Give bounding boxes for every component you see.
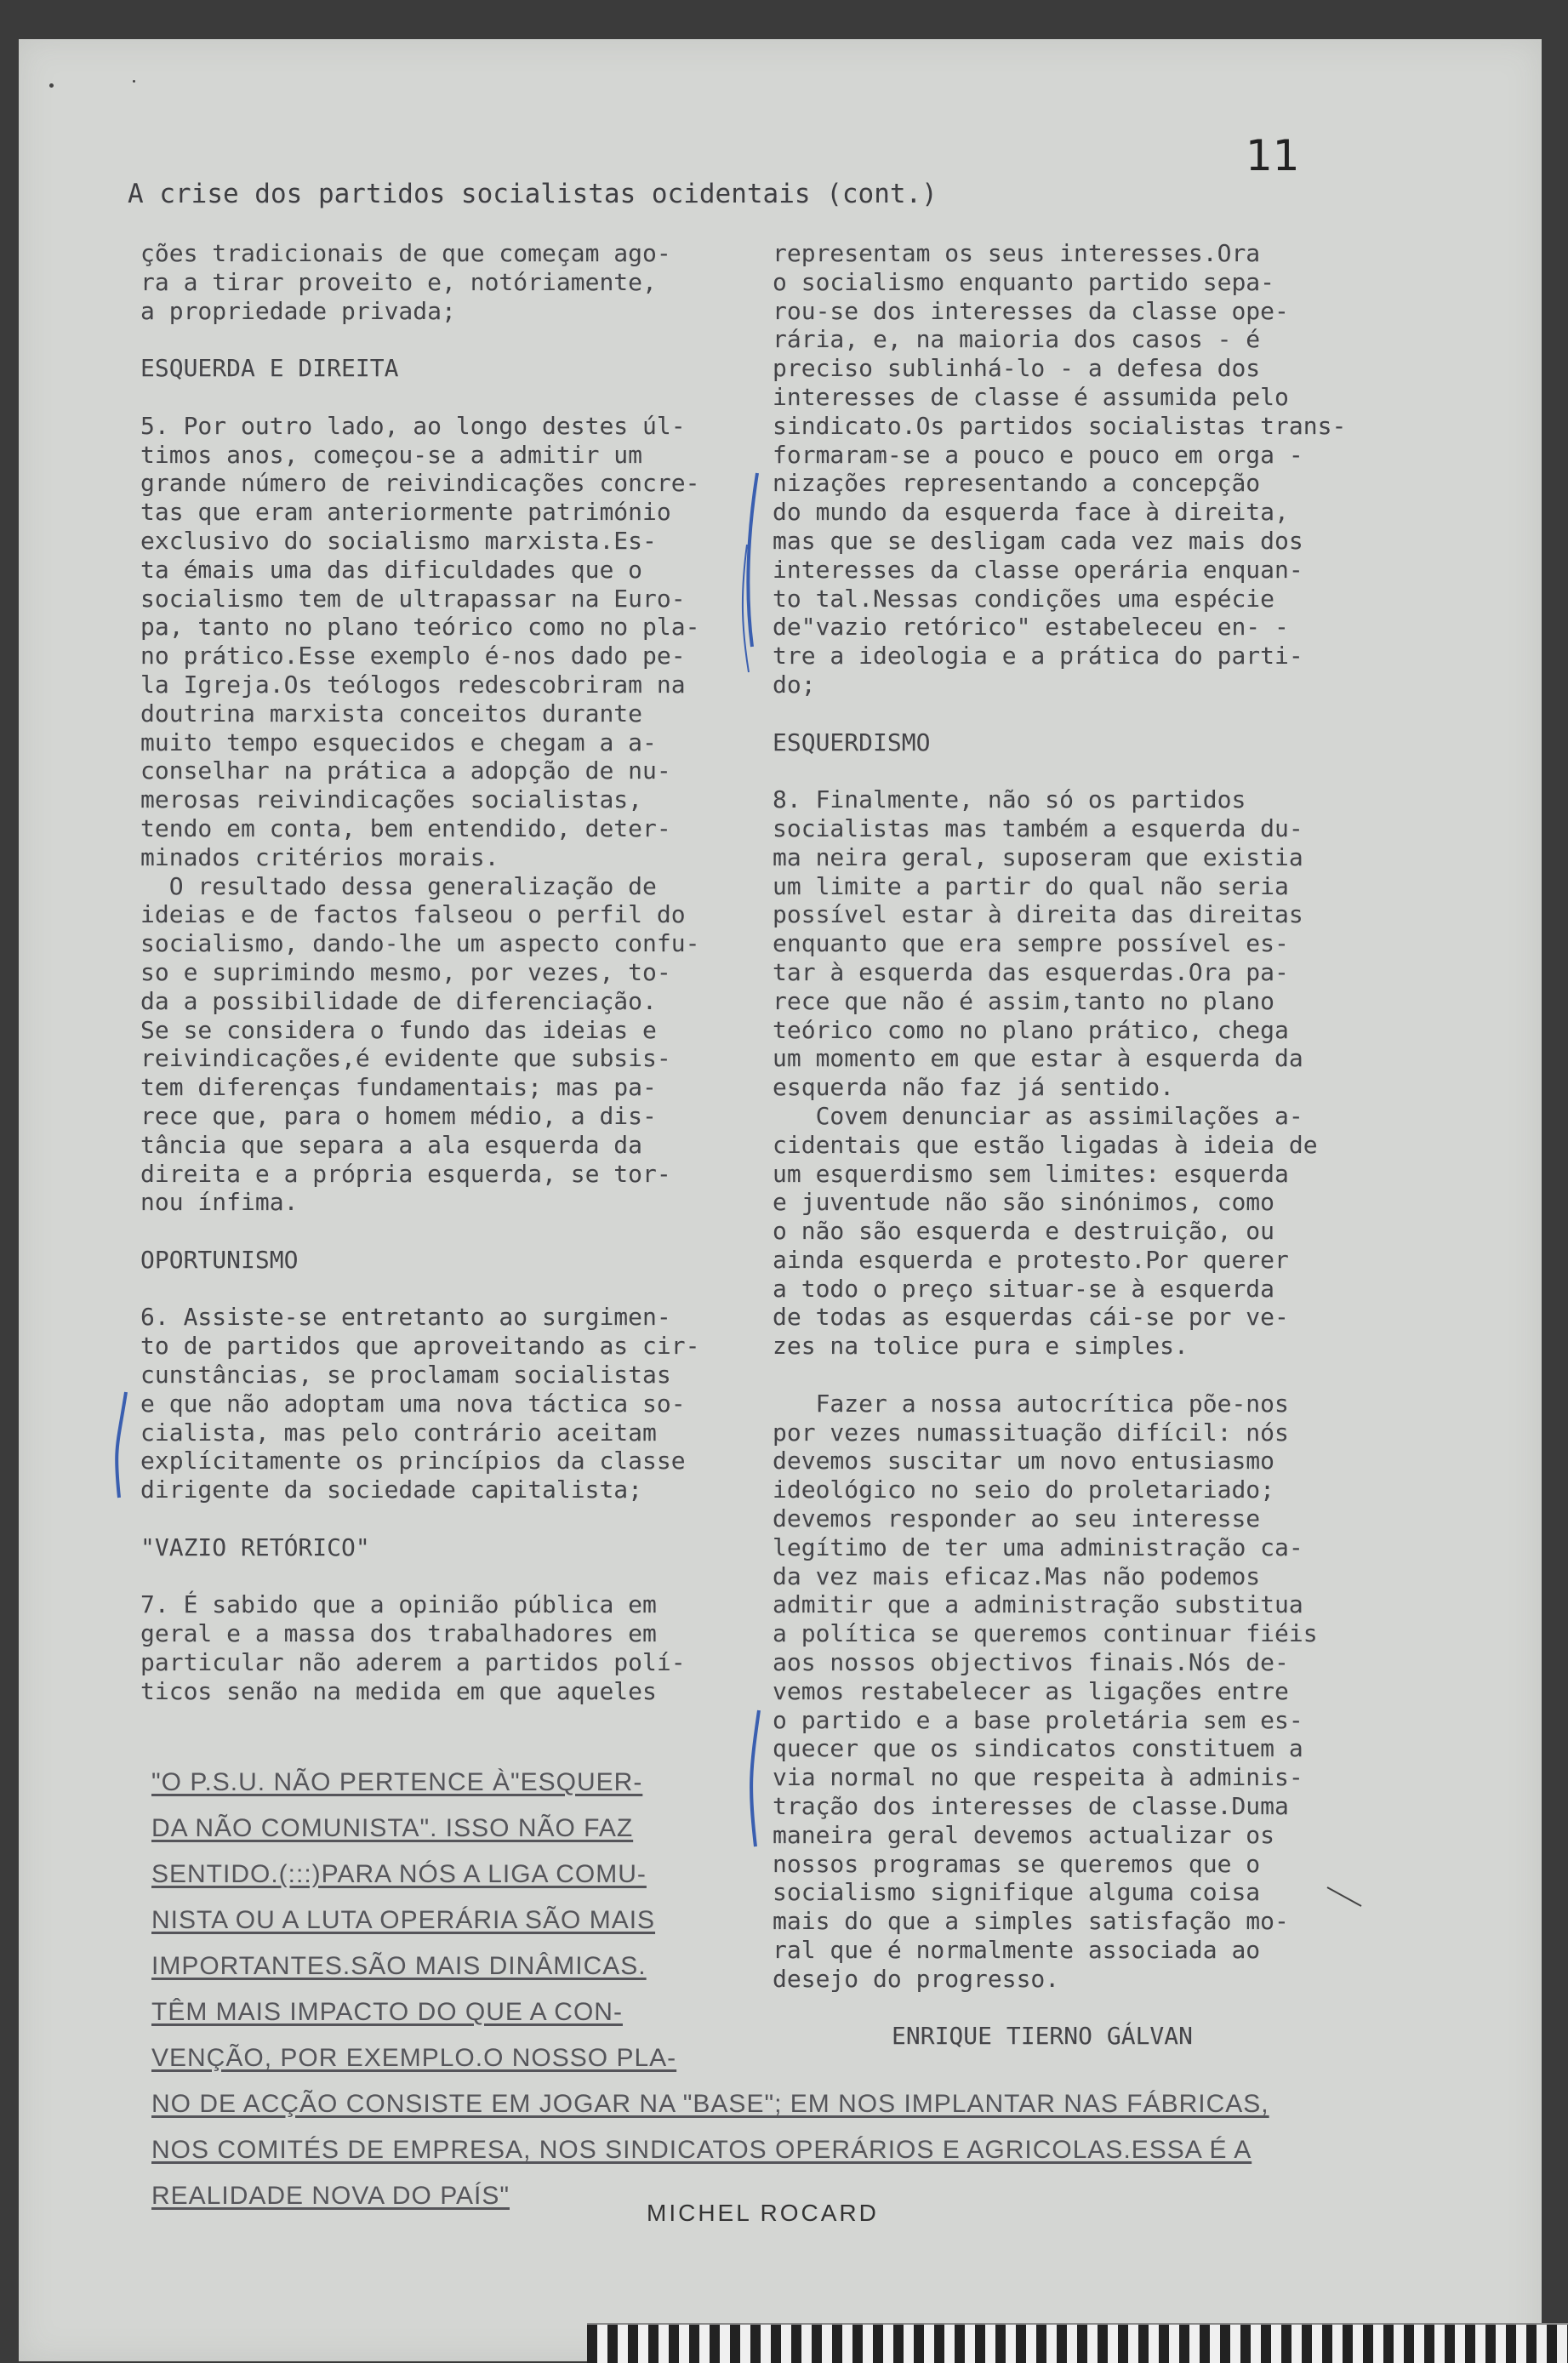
text-line: geral e a massa dos trabalhadores em <box>140 1619 657 1648</box>
text-line: doutrina marxista conceitos durante <box>140 699 643 728</box>
text-line: representam os seus interesses.Ora <box>773 239 1261 267</box>
quote-line: "O P.S.U. NÃO PERTENCE À"ESQUER- <box>151 1768 643 1796</box>
text-line: pa, tanto no plano teórico como no pla- <box>140 613 700 642</box>
text-line: ma neira geral, suposeram que existia <box>773 842 1303 871</box>
text-line: rece que, para o homem médio, a dis- <box>140 1101 657 1130</box>
text-line: aos nossos objectivos finais.Nós de- <box>773 1648 1289 1677</box>
quote-line: VENÇÃO, POR EXEMPLO.O NOSSO PLA- <box>151 2044 677 2072</box>
text-line: devemos responder ao seu interesse <box>773 1504 1261 1533</box>
text-line: tar à esquerda das esquerdas.Ora pa- <box>773 957 1289 986</box>
text-line: minados critérios morais. <box>140 842 499 871</box>
text-line: de todas as esquerdas cái-se por ve- <box>773 1303 1289 1332</box>
quote-line: DA NÃO COMUNISTA". ISSO NÃO FAZ <box>151 1814 634 1842</box>
text-line: e que não adoptam uma nova táctica so- <box>140 1389 686 1418</box>
text-line: possível estar à direita das direitas <box>773 900 1303 929</box>
text-line: tem diferenças fundamentais; mas pa- <box>140 1073 657 1102</box>
text-line: rária, e, na maioria dos casos - é <box>773 325 1261 354</box>
text-line: ral que é normalmente associada ao <box>773 1936 1261 1965</box>
text-line: nizações representando a concepção <box>773 469 1261 498</box>
text-line: preciso sublinhá-lo - a defesa dos <box>773 354 1261 383</box>
text-line: um esquerdismo sem limites: esquerda <box>773 1159 1289 1188</box>
text-line: rece que não é assim,tanto no plano <box>773 986 1275 1015</box>
text-line: interesses da classe operária enquan- <box>773 555 1303 584</box>
running-head: A crise dos partidos socialistas ocidentais (cont.) <box>128 179 938 209</box>
text-line: interesses de classe é assumida pelo <box>773 382 1289 411</box>
pen-stroke <box>1327 1887 1361 1906</box>
text-line: tas que eram anteriormente património <box>140 498 671 527</box>
text-line: esquerda não faz já sentido. <box>773 1073 1175 1102</box>
text-line: Se se considera o fundo das ideias e <box>140 1015 657 1044</box>
text-line: to de partidos que aproveitando as cir- <box>140 1332 700 1361</box>
text-line: desejo do progresso. <box>773 1964 1060 1993</box>
text-line: reivindicações,é evidente que subsis- <box>140 1044 671 1073</box>
text-line: ideias e de factos falseou o perfil do <box>140 900 686 929</box>
text-line: ENRIQUE TIERNO GÁLVAN <box>892 2022 1194 2051</box>
text-line: quecer que os sindicatos constituem a <box>773 1734 1303 1763</box>
text-line: particular não aderem a partidos polí- <box>140 1648 686 1677</box>
text-line: devemos suscitar um novo entusiasmo <box>773 1447 1275 1475</box>
text-line: e juventude não são sinónimos, como <box>773 1188 1275 1217</box>
text-line: Covem denunciar as assimilações a- <box>773 1101 1303 1130</box>
quote-line: SENTIDO.(:::)PARA NÓS A LIGA COMU- <box>151 1860 647 1888</box>
text-line: do mundo da esquerda face à direita, <box>773 498 1289 527</box>
text-line: 8. Finalmente, não só os partidos <box>773 785 1246 814</box>
text-line: 7. É sabido que a opinião pública em <box>140 1590 657 1619</box>
text-line: socialismo, dando-lhe um aspecto confu- <box>140 929 700 958</box>
text-line: 6. Assiste-se entretanto ao surgimen- <box>140 1303 671 1332</box>
text-line: enquanto que era sempre possível es- <box>773 929 1289 958</box>
text-line: direita e a própria esquerda, se tor- <box>140 1159 671 1188</box>
text-line: to tal.Nessas condições uma espécie <box>773 584 1275 613</box>
text-line: timos anos, começou-se a admitir um <box>140 440 643 469</box>
text-line: do; <box>773 670 816 699</box>
text-line: tância que separa a ala esquerda da <box>140 1130 643 1159</box>
text-line: O resultado dessa generalização de <box>140 871 657 900</box>
text-line: mas que se desligam cada vez mais dos <box>773 526 1303 555</box>
text-line: ta émais uma das dificuldades que o <box>140 555 643 584</box>
text-line: nossos programas se queremos que o <box>773 1849 1261 1878</box>
text-line: explícitamente os princípios da classe <box>140 1447 686 1475</box>
text-line: ESQUERDISMO <box>773 728 931 756</box>
text-line: muito tempo esquecidos e chegam a a- <box>140 728 657 756</box>
text-line: ra a tirar proveito e, notóriamente, <box>140 267 657 296</box>
text-line: cialista, mas pelo contrário aceitam <box>140 1418 657 1447</box>
text-line: ainda esquerda e protesto.Por querer <box>773 1245 1289 1274</box>
quote-line: NOS COMITÉS DE EMPRESA, NOS SINDICATOS OPERÁRIOS E AGRICOLAS.ESSA É A <box>151 2136 1252 2164</box>
text-line: da vez mais eficaz.Mas não podemos <box>773 1561 1261 1590</box>
text-line: la Igreja.Os teólogos redescobriram na <box>140 670 686 699</box>
text-line: merosas reivindicações socialistas, <box>140 785 643 814</box>
margin-bracket-mark <box>751 1710 759 1846</box>
text-line: o não são esquerda e destruição, ou <box>773 1217 1275 1246</box>
text-line: socialismo tem de ultrapassar na Euro- <box>140 584 686 613</box>
text-line: no prático.Esse exemplo é-nos dado pe- <box>140 642 686 671</box>
text-line: vemos restabelecer as ligações entre <box>773 1676 1289 1705</box>
text-line: o partido e a base proletária sem es- <box>773 1705 1303 1734</box>
text-line: cunstâncias, se proclamam socialistas <box>140 1361 671 1390</box>
text-line: admitir que a administração substitua <box>773 1590 1303 1619</box>
text-line: tendo em conta, bem entendido, deter- <box>140 813 671 842</box>
text-line: tração dos interesses de classe.Duma <box>773 1792 1289 1821</box>
text-line: dirigente da sociedade capitalista; <box>140 1475 643 1504</box>
text-line: socialistas mas também a esquerda du- <box>773 813 1303 842</box>
text-line: por vezes numassituação difícil: nós <box>773 1418 1289 1447</box>
text-line: zes na tolice pura e simples. <box>773 1332 1189 1361</box>
text-line: sindicato.Os partidos socialistas trans- <box>773 411 1347 440</box>
text-line: Fazer a nossa autocrítica põe-nos <box>773 1389 1289 1418</box>
quote-line: REALIDADE NOVA DO PAÍS" <box>151 2182 510 2210</box>
text-line: a política se queremos continuar fiéis <box>773 1619 1318 1648</box>
quote-line: NO DE ACÇÃO CONSISTE EM JOGAR NA "BASE"; EM NOS IMPLANTAR NAS FÁBRICAS, <box>151 2090 1269 2118</box>
text-line: rou-se dos interesses da classe ope- <box>773 296 1289 325</box>
quote-line: NISTA OU A LUTA OPERÁRIA SÃO MAIS <box>151 1906 656 1934</box>
text-line: cidentais que estão ligadas à ideia de <box>773 1130 1318 1159</box>
text-line: via normal no que respeita à adminis- <box>773 1763 1303 1792</box>
text-line: ções tradicionais de que começam ago- <box>140 239 671 267</box>
text-line: so e suprimindo mesmo, por vezes, to- <box>140 957 671 986</box>
quote-author: MICHEL ROCARD <box>647 2200 879 2226</box>
text-line: formaram-se a pouco e pouco em orga - <box>773 440 1303 469</box>
text-line: nou ínfima. <box>140 1188 299 1217</box>
text-line: um limite a partir do qual não seria <box>773 871 1289 900</box>
text-line: de"vazio retórico" estabeleceu en- - <box>773 613 1289 642</box>
text-line: exclusivo do socialismo marxista.Es- <box>140 526 657 555</box>
text-line: conselhar na prática a adopção de nu- <box>140 756 671 785</box>
margin-bracket-mark <box>748 473 757 647</box>
measurement-ruler <box>587 2323 1568 2363</box>
text-line: teórico como no plano prático, chega <box>773 1015 1289 1044</box>
text-line: "VAZIO RETÓRICO" <box>140 1533 370 1561</box>
text-line: socialismo signifique alguma coisa <box>773 1878 1261 1907</box>
quote-line: IMPORTANTES.SÃO MAIS DINÂMICAS. <box>151 1952 647 1980</box>
text-line: ESQUERDA E DIREITA <box>140 354 399 383</box>
text-line: um momento em que estar à esquerda da <box>773 1044 1303 1073</box>
text-line: a propriedade privada; <box>140 296 456 325</box>
margin-bracket-mark <box>117 1392 126 1498</box>
text-line: o socialismo enquanto partido sepa- <box>773 267 1275 296</box>
text-line: a todo o preço situar-se à esquerda <box>773 1274 1275 1303</box>
text-line: da a possibilidade de diferenciação. <box>140 986 657 1015</box>
text-line: mais do que a simples satisfação mo- <box>773 1907 1289 1936</box>
text-line: OPORTUNISMO <box>140 1245 299 1274</box>
text-line: maneira geral devemos actualizar os <box>773 1820 1275 1849</box>
quote-line: TÊM MAIS IMPACTO DO QUE A CON- <box>151 1998 623 2026</box>
text-line: ideológico no seio do proletariado; <box>773 1475 1275 1504</box>
page-number: 11 <box>1246 131 1300 180</box>
text-line: grande número de reivindicações concre- <box>140 469 700 498</box>
text-line: 5. Por outro lado, ao longo destes úl- <box>140 411 686 440</box>
text-line: ticos senão na medida em que aqueles <box>140 1676 657 1705</box>
text-line: tre a ideologia e a prática do parti- <box>773 642 1303 671</box>
text-line: legítimo de ter uma administração ca- <box>773 1533 1303 1561</box>
